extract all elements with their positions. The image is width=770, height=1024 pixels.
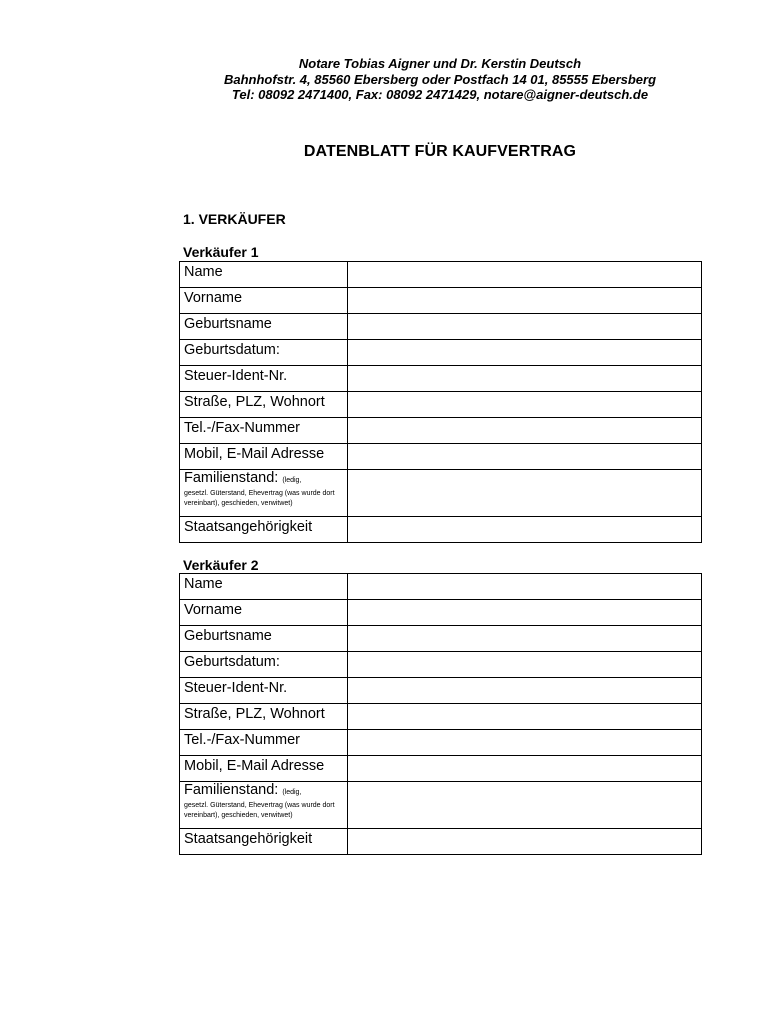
seller-1-label-geburtsname: Geburtsname — [180, 314, 348, 340]
seller-1-label-adresse: Straße, PLZ, Wohnort — [180, 392, 348, 418]
seller-1-familienstand-title: Familienstand: — [184, 470, 279, 486]
seller-1-label-familienstand — [180, 470, 348, 517]
seller-2-row-adresse — [180, 704, 702, 730]
seller-1-familienstand-note-b: gesetzl. Güterstand, Ehevertrag (was wurde dort vereinbart), geschieden, verwitwet) — [184, 490, 335, 507]
seller-1-row-steuer — [180, 366, 702, 392]
seller-1-row-staat — [180, 517, 702, 543]
seller-2-label-vorname: Vorname — [180, 600, 348, 626]
seller-2-row-geburtsname — [180, 626, 702, 652]
seller-2-label-staat: Staatsangehörigkeit — [180, 829, 348, 855]
seller-1-row-tel — [180, 418, 702, 444]
seller-1-label-name: Name — [180, 262, 348, 288]
seller-1-row-mobil — [180, 444, 702, 470]
seller-2-label-geburtsname: Geburtsname — [180, 626, 348, 652]
seller-2-row-vorname — [180, 600, 702, 626]
seller-1-field-steuer[interactable] — [347, 366, 701, 392]
seller-2-field-geburtsdatum[interactable] — [347, 652, 701, 678]
letterhead — [0, 56, 770, 103]
seller-1-label-geburtsdatum: Geburtsdatum: — [180, 340, 348, 366]
seller-1-familienstand-note-a: (ledig, — [282, 477, 302, 484]
seller-2-familienstand-note-b: gesetzl. Güterstand, Ehevertrag (was wurde dort vereinbart), geschieden, verwitwet) — [184, 802, 335, 819]
seller-2-field-geburtsname[interactable] — [347, 626, 701, 652]
seller-2-row-name — [180, 574, 702, 600]
seller-2-label-adresse: Straße, PLZ, Wohnort — [180, 704, 348, 730]
letterhead-address: Bahnhofstr. 4, 85560 Ebersberg oder Postfach 14 01, 85555 Ebersberg — [223, 71, 657, 87]
seller-1-row-adresse — [180, 392, 702, 418]
seller-2-row-steuer — [180, 678, 702, 704]
seller-1-field-geburtsdatum[interactable] — [347, 340, 701, 366]
seller-1-field-mobil[interactable] — [347, 444, 701, 470]
letterhead-contact: Tel: 08092 2471400, Fax: 08092 2471429, notare@aigner-deutsch.de — [231, 87, 649, 102]
seller-2-heading: Verkäufer 2 — [183, 557, 259, 573]
seller-1-row-geburtsname — [180, 314, 702, 340]
seller-2-field-adresse[interactable] — [347, 704, 701, 730]
seller-2-familienstand-title: Familienstand: — [184, 782, 279, 798]
seller-2-row-geburtsdatum — [180, 652, 702, 678]
seller-2-field-name[interactable] — [347, 574, 701, 600]
seller-1-label-staat: Staatsangehörigkeit — [180, 517, 348, 543]
seller-1-row-geburtsdatum — [180, 340, 702, 366]
letterhead-names: Notare Tobias Aigner und Dr. Kerstin Deutsch — [298, 56, 582, 71]
seller-1-heading: Verkäufer 1 — [183, 244, 259, 260]
seller-2-label-tel: Tel.-/Fax-Nummer — [180, 730, 348, 756]
seller-1-field-geburtsname[interactable] — [347, 314, 701, 340]
seller-2-row-tel — [180, 730, 702, 756]
seller-1-table — [179, 261, 702, 543]
seller-2-label-mobil: Mobil, E-Mail Adresse — [180, 756, 348, 782]
seller-1-row-vorname — [180, 288, 702, 314]
seller-2-field-steuer[interactable] — [347, 678, 701, 704]
seller-2-field-vorname[interactable] — [347, 600, 701, 626]
seller-1-label-steuer: Steuer-Ident-Nr. — [180, 366, 348, 392]
seller-1-row-name — [180, 262, 702, 288]
seller-1-row-familienstand — [180, 470, 702, 517]
seller-2-label-familienstand — [180, 782, 348, 829]
seller-1-label-tel: Tel.-/Fax-Nummer — [180, 418, 348, 444]
seller-2-label-name: Name — [180, 574, 348, 600]
seller-2-row-mobil — [180, 756, 702, 782]
seller-1-field-staat[interactable] — [347, 517, 701, 543]
seller-2-familienstand-note-a: (ledig, — [282, 789, 302, 796]
seller-2-field-staat[interactable] — [347, 829, 701, 855]
seller-2-row-staat — [180, 829, 702, 855]
seller-2-field-mobil[interactable] — [347, 756, 701, 782]
seller-1-field-vorname[interactable] — [347, 288, 701, 314]
seller-1-field-familienstand[interactable] — [347, 470, 701, 517]
document-title-text: DATENBLATT FÜR KAUFVERTRAG — [303, 143, 577, 160]
seller-1-field-name[interactable] — [347, 262, 701, 288]
section-heading-sellers: 1. VERKÄUFER — [183, 211, 286, 227]
seller-2-label-geburtsdatum: Geburtsdatum: — [180, 652, 348, 678]
seller-1-field-adresse[interactable] — [347, 392, 701, 418]
seller-1-label-mobil: Mobil, E-Mail Adresse — [180, 444, 348, 470]
seller-1-field-tel[interactable] — [347, 418, 701, 444]
seller-2-table — [179, 573, 702, 855]
seller-2-field-familienstand[interactable] — [347, 782, 701, 829]
seller-2-field-tel[interactable] — [347, 730, 701, 756]
seller-2-row-familienstand — [180, 782, 702, 829]
seller-1-label-vorname: Vorname — [180, 288, 348, 314]
seller-2-label-steuer: Steuer-Ident-Nr. — [180, 678, 348, 704]
document-title — [0, 143, 770, 161]
